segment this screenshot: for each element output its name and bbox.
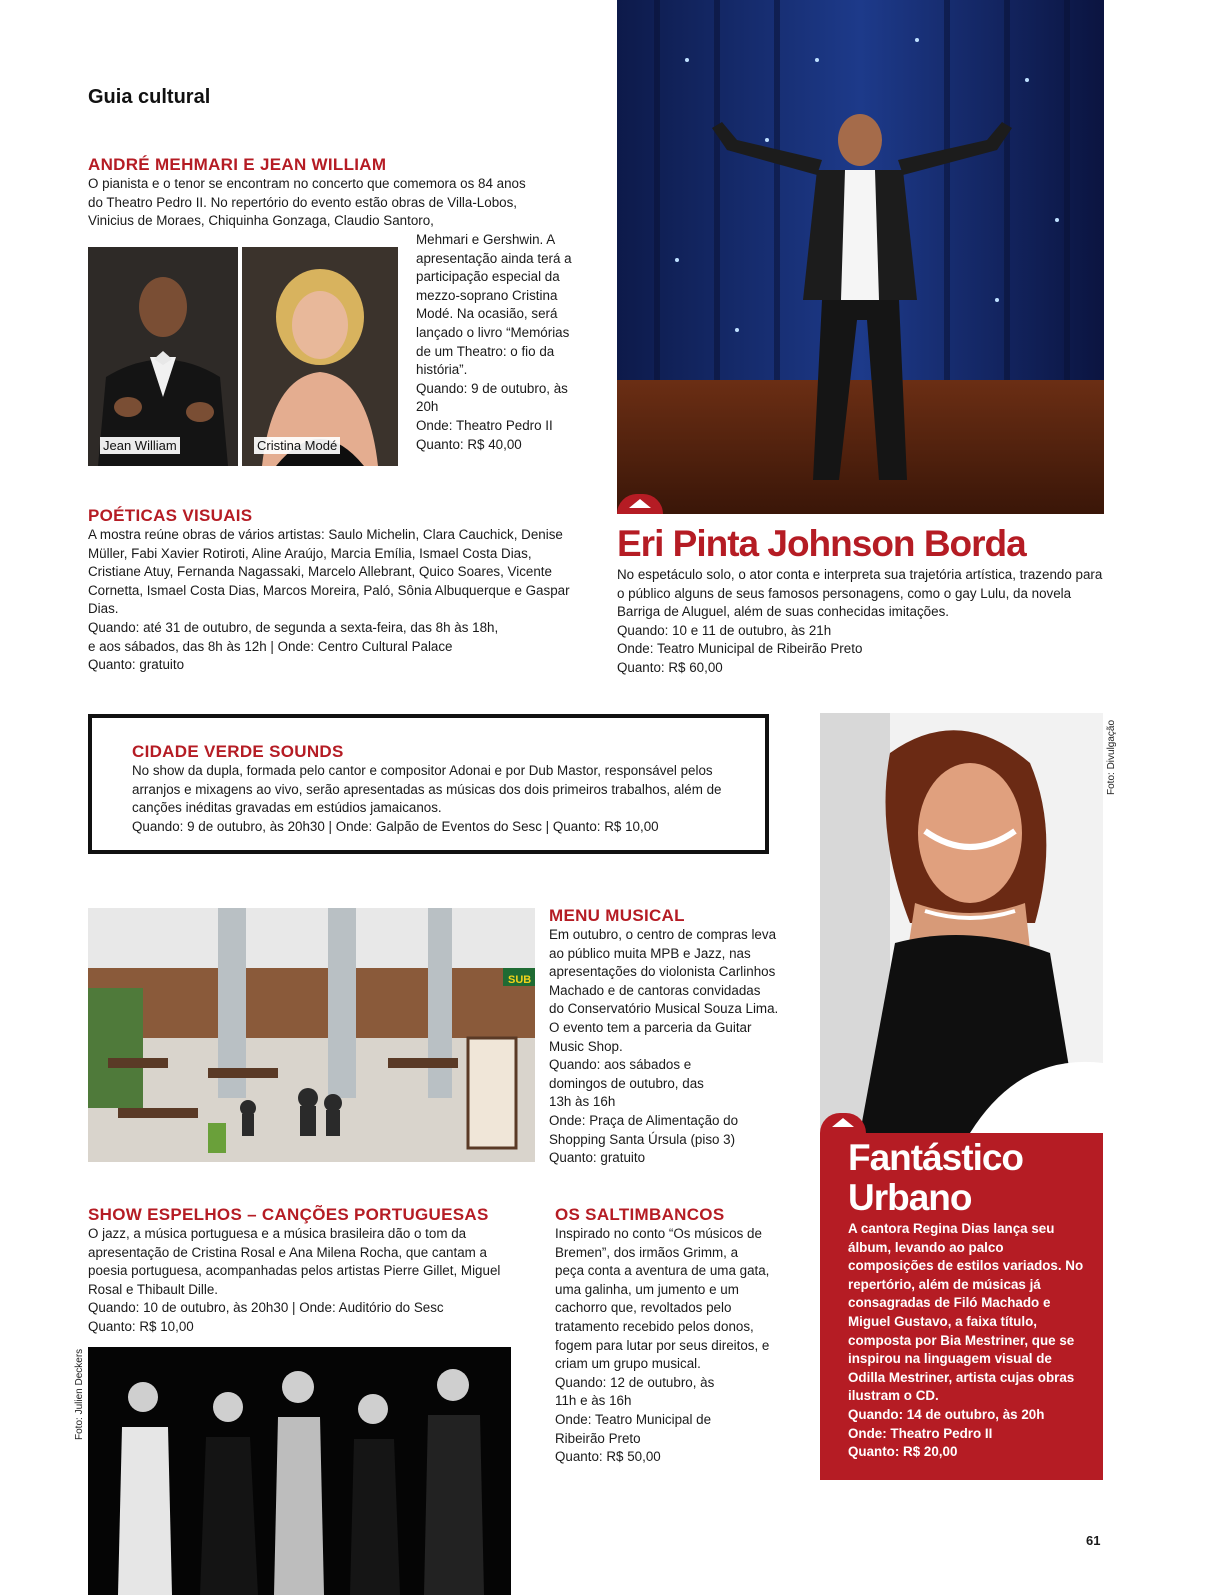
poeticas-title: POÉTICAS VISUAIS — [88, 506, 253, 525]
saltimbancos-price: Quanto: R$ 50,00 — [555, 1449, 661, 1465]
espelhos-photo-credit: Foto: Julien Deckers — [74, 1348, 85, 1440]
fantastico-title-1: Fantástico — [848, 1137, 1024, 1178]
mehmari-when: Quando: 9 de outubro, às 20h — [416, 380, 568, 415]
poeticas-info-2: e aos sábados, das 8h às 12h | Onde: Centro Cultural Palace — [88, 638, 453, 654]
saltimbancos-article — [555, 1205, 770, 1467]
menu-musical-title: MENU MUSICAL — [549, 906, 685, 925]
fantastico-text: A cantora Regina Dias lança seu álbum, levando ao palco composições de estilos variados. No repertório, além de músicas já consagradas de Filó Machado e Miguel Gustavo, a faixa título, composta por Bia Mestriner, que se inspirou na linguagem visual de Odilla Mestriner, artista cujas obras ilustram o CD. — [848, 1221, 1084, 1404]
eri-title: Eri Pinta Johnson Borda — [617, 523, 1026, 564]
cristina-mode-photo — [242, 247, 398, 466]
menu-musical-price: Quanto: gratuito — [549, 1150, 646, 1166]
mehmari-price: Quanto: R$ 40,00 — [416, 436, 522, 452]
regina-dias-credit: Foto: Divulgação — [1106, 719, 1117, 795]
eri-when: Quando: 10 e 11 de outubro, às 21h — [617, 622, 832, 638]
eri-article — [617, 522, 1107, 678]
poeticas-article — [88, 506, 578, 675]
saltimbancos-title: OS SALTIMBANCOS — [555, 1205, 725, 1224]
fantastico-when: Quando: 14 de outubro, às 20h — [848, 1406, 1045, 1422]
menu-musical-photo — [88, 908, 535, 1162]
mehmari-cont-text: Mehmari e Gershwin. A apresentação ainda terá a participação especial da mezzo-soprano Cristina Modé. Na ocasião, será lançado o livro “Memórias de um Theatro: o fio da história”. — [416, 232, 572, 378]
fantastico-title-2: Urbano — [848, 1177, 972, 1218]
regina-dias-photo — [820, 713, 1103, 1133]
mehmari-title: ANDRÉ MEHMARI E JEAN WILLIAM — [88, 155, 387, 174]
menu-musical-article — [549, 906, 779, 1168]
mehmari-where: Onde: Theatro Pedro II — [416, 417, 553, 433]
poeticas-info-1: Quando: até 31 de outubro, de segunda a sexta-feira, das 8h às 18h, — [88, 619, 499, 635]
eri-photo — [617, 0, 1104, 514]
eri-text: No espetáculo solo, o ator conta e interpreta sua trajetória artística, trazendo para o público alguns de seus famosos personagens, como o gay Lulu, da novela Barriga de Aluguel, além de suas conhecidas imitações. — [617, 567, 1103, 620]
poeticas-price: Quanto: gratuito — [88, 657, 185, 673]
fantastico-where: Onde: Theatro Pedro II — [848, 1425, 993, 1441]
saltimbancos-text: Inspirado no conto “Os músicos de Bremen”, dos irmãos Grimm, a peça conta a aventura de uma gata, uma galinha, um jumento e um cachorro que, revoltados pelo tratamento recebido pelos donos, fogem para lutar por seus direitos, e criam um grupo musical. — [555, 1226, 770, 1372]
cidade-verde-info: Quando: 9 de outubro, às 20h30 | Onde: Galpão de Eventos do Sesc | Quanto: R$ 10,00 — [132, 818, 659, 834]
cidade-verde-article — [132, 742, 742, 836]
jean-william-photo — [88, 247, 238, 466]
saltimbancos-where: Onde: Teatro Municipal de Ribeirão Preto — [555, 1411, 712, 1446]
fantastico-price: Quanto: R$ 20,00 — [848, 1444, 958, 1460]
eri-where: Onde: Teatro Municipal de Ribeirão Preto — [617, 641, 863, 657]
fantastico-article — [848, 1138, 1088, 1462]
menu-musical-text: Em outubro, o centro de compras leva ao público muita MPB e Jazz, nas apresentações do violonista Carlinhos Machado e de cantoras convidadas do Conservatório Musical Souza Lima. O evento tem a parceria da Guitar Music Shop. — [549, 927, 779, 1054]
saltimbancos-when: Quando: 12 de outubro, às 11h e às 16h — [555, 1374, 715, 1409]
menu-musical-when: Quando: aos sábados e domingos de outubro, das 13h às 16h — [549, 1057, 704, 1110]
jean-william-caption: Jean William — [100, 437, 180, 454]
cidade-verde-text: No show da dupla, formada pelo cantor e compositor Adonai e por Dub Mastor, responsável pelos arranjos e mixagens ao vivo, serão apresentadas as músicas dos dois primeiros trabalhos, além de canções inéditas gravadas em estúdios jamaicanos. — [132, 763, 722, 816]
section-title: Guia cultural — [88, 86, 211, 108]
menu-musical-where: Onde: Praça de Alimentação do Shopping Santa Úrsula (piso 3) — [549, 1112, 739, 1147]
espelhos-info: Quando: 10 de outubro, às 20h30 | Onde: Auditório do Sesc — [88, 1300, 444, 1316]
mehmari-article — [88, 155, 578, 231]
mehmari-lead: O pianista e o tenor se encontram no concerto que comemora os 84 anos do Theatro Pedro II. No repertório do evento estão obras de Villa-Lobos, Vinicius de Moraes, Chiquinha Gonzaga, Claudio Santoro, — [88, 176, 526, 229]
page-number: 61 — [1086, 1533, 1101, 1548]
cidade-verde-title: CIDADE VERDE SOUNDS — [132, 742, 344, 761]
eri-price: Quanto: R$ 60,00 — [617, 659, 723, 675]
espelhos-title: SHOW ESPELHOS – CANÇÕES PORTUGUESAS — [88, 1205, 489, 1224]
mehmari-continued — [416, 231, 578, 454]
cristina-mode-caption: Cristina Modé — [254, 437, 340, 454]
espelhos-photo — [88, 1347, 511, 1595]
subway-sign: SUB — [508, 974, 532, 986]
espelhos-article — [88, 1205, 518, 1337]
espelhos-text: O jazz, a música portuguesa e a música brasileira dão o tom da apresentação de Cristina Rosal e Ana Milena Rocha, que cantam a poesia portuguesa, acompanhadas pelos artistas Pierre Gillet, Miguel Rosal e Thibault Dille. — [88, 1226, 501, 1297]
poeticas-text: A mostra reúne obras de vários artistas: Saulo Michelin, Clara Cauchick, Denise Müller, Fabi Xavier Rotiroti, Aline Araújo, Marcia Emília, Ismael Costa Dias, Cristiane Atuy, Fernanda Nagassaki, Marcelo Allebrant, Quico Soares, Vicente Cornetta, Ismael Costa Dias, Marcos Moreira, Paló, Sônia Albuquerque e Gaspar Dias. — [88, 527, 570, 617]
espelhos-price: Quanto: R$ 10,00 — [88, 1318, 194, 1334]
